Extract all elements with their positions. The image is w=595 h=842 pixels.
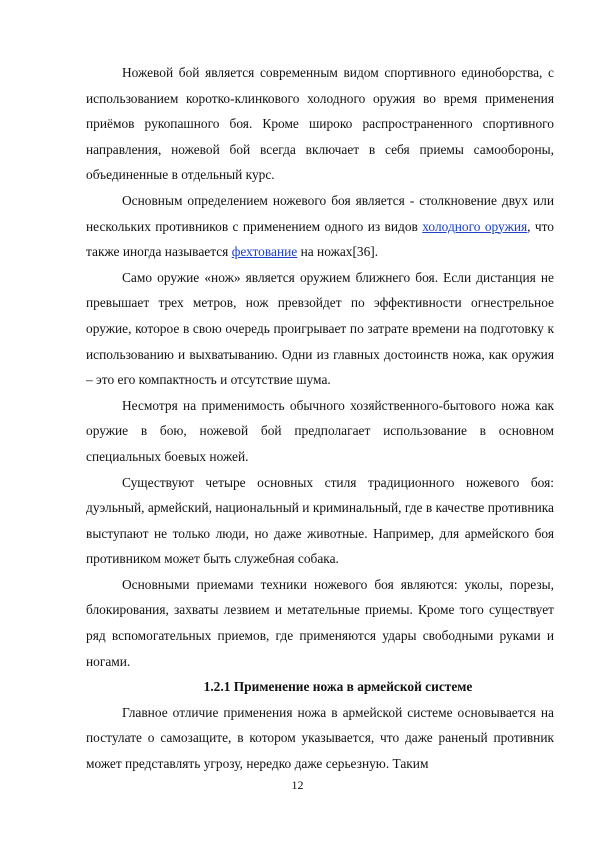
paragraph-2-text-c: на ножах[36].: [297, 244, 379, 260]
link-fencing[interactable]: фехтование: [231, 244, 298, 260]
paragraph-4: Несмотря на применимость обычного хозяйственного-бытового ножа как оружие в бою, ножевой бой предполагает использование в основном специальных боевых ножей.: [86, 397, 554, 464]
paragraph-1: Ножевой бой является современным видом спортивного единоборства, с использованием коротко-клинкового холодного оружия во время применения приёмов рукопашного боя. Кроме широко распространенного спортивного направления, ножевой бой всегда включает в себя приемы самообороны, объединенные в отдельный курс.: [86, 65, 554, 183]
paragraph-3: Само оружие «нож» является оружием ближнего боя. Если дистанция не превышает трех метров, нож превзойдет по эффективности огнестрельное оружие, которое в свою очередь проигрывает по затрате времени на подготовку к использованию и выхватыванию. Одни из главных достоинств ножа, как оружия – это его компактность и отсутствие шума.: [86, 269, 554, 388]
paragraph-5: Существуют четыре основных стиля традиционного ножевого боя: дуэльный, армейский, национальный и криминальный, где в качестве противника выступают не только люди, но даже животные. Например, для армейского боя противником может быть служебная собака.: [86, 474, 554, 567]
section-heading: 1.2.1 Применение ножа в армейской системе: [203, 679, 473, 695]
paragraph-2: [86, 188, 554, 265]
document-body: [86, 60, 554, 777]
page-number: 12: [291, 778, 304, 792]
paragraph-2-text-a: Основным определением ножевого боя является - столкновение двух или нескольких противников с применением одного из видов: [86, 192, 554, 234]
paragraph-6: Основными приемами техники ножевого боя являются: уколы, порезы, блокирования, захваты лезвием и метательные приемы. Кроме того существует ряд вспомогательных приемов, где применяются удары свободными руками и ногами.: [86, 576, 554, 669]
paragraph-7: Главное отличие применения ножа в армейской системе основывается на постулате о самозащите, в котором указывается, что даже раненый противник может представлять угрозу, нередко даже серьезную. Таким: [86, 704, 554, 772]
paragraph-2-text-b: , что также иногда называется: [86, 218, 554, 260]
link-cold-weapons[interactable]: холодного оружия: [422, 218, 528, 234]
